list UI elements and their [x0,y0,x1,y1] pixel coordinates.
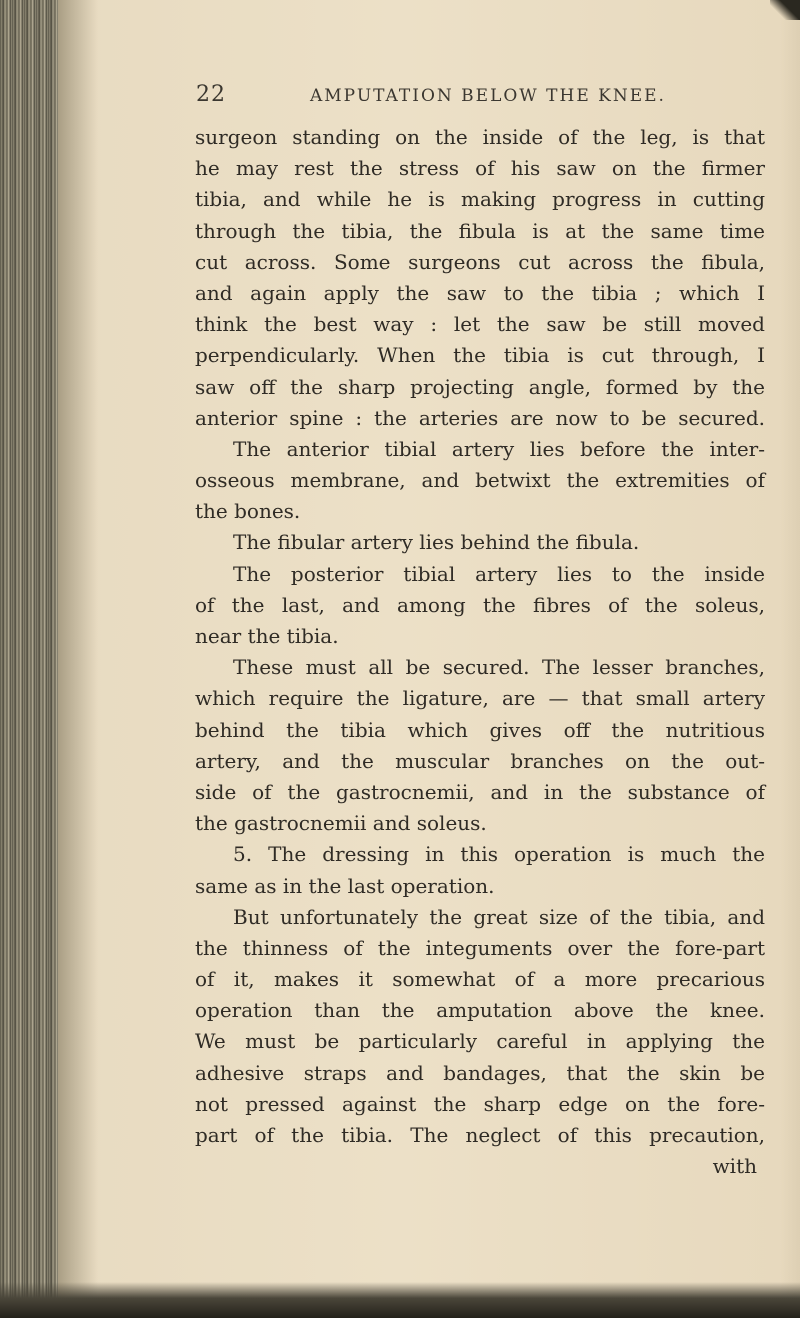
text-line: of the last, and among the fibres of the soleus, [195,592,765,617]
text-line: of it, makes it somewhat of a more precarious [195,967,765,992]
text-line: 5. The dressing in this operation is much the [233,842,765,867]
running-title: AMPUTATION BELOW THE KNEE. [310,86,666,106]
text-line: which require the ligature, are — that small artery [195,686,765,711]
text-line: behind the tibia which gives off the nutritious [195,717,765,742]
text-line: the gastrocnemii and soleus. [195,811,487,836]
text-line: near the tibia. [195,624,339,648]
text-line: These must all be secured. The lesser branches, [233,655,765,680]
text-line: adhesive straps and bandages, that the skin be [195,1060,765,1085]
text-line: and again apply the saw to the tibia ; which I [195,280,765,305]
text-line: The anterior tibial artery lies before the inter- [233,436,765,461]
text-line: The posterior tibial artery lies to the inside [233,561,765,586]
text-line: perpendicularly. When the tibia is cut through, I [195,343,765,368]
page-corner-shadow [770,0,800,20]
page-number: 22 [196,82,226,107]
catchword: with [712,1154,757,1179]
text-line: part of the tibia. The neglect of this precaution, [195,1123,765,1147]
text-line: saw off the sharp projecting angle, formed by the [195,374,765,399]
text-line: We must be particularly careful in applying the [195,1029,765,1054]
body-text [195,122,765,1182]
text-line: side of the gastrocnemii, and in the substance of [195,779,765,804]
text-line: the bones. [195,499,301,524]
text-line: tibia, and while he is making progress in cutting [195,187,765,212]
text-line: the thinness of the integuments over the fore-part [195,935,765,960]
book-binding [0,0,58,1318]
page-header [196,82,716,110]
text-line: surgeon standing on the inside of the leg, is that [195,125,765,149]
text-line: cut across. Some surgeons cut across the fibula, [195,249,765,274]
text-line: he may rest the stress of his saw on the firmer [195,156,765,181]
text-line: through the tibia, the fibula is at the same time [195,218,765,243]
page-bottom-edge [0,1282,800,1318]
text-line: operation than the amputation above the knee. [195,998,765,1023]
text-line: anterior spine : the arteries are now to be secured. [195,405,765,430]
text-line: The fibular artery lies behind the fibula. [233,530,640,555]
text-line: osseous membrane, and betwixt the extremities of [195,468,765,493]
text-line: artery, and the muscular branches on the out- [195,748,765,773]
text-line: not pressed against the sharp edge on the fore- [195,1091,765,1116]
gutter-shadow [58,0,98,1318]
text-line: But unfortunately the great size of the tibia, and [233,904,765,929]
text-line: think the best way : let the saw be still moved [195,312,765,337]
text-line: same as in the last operation. [195,873,495,898]
